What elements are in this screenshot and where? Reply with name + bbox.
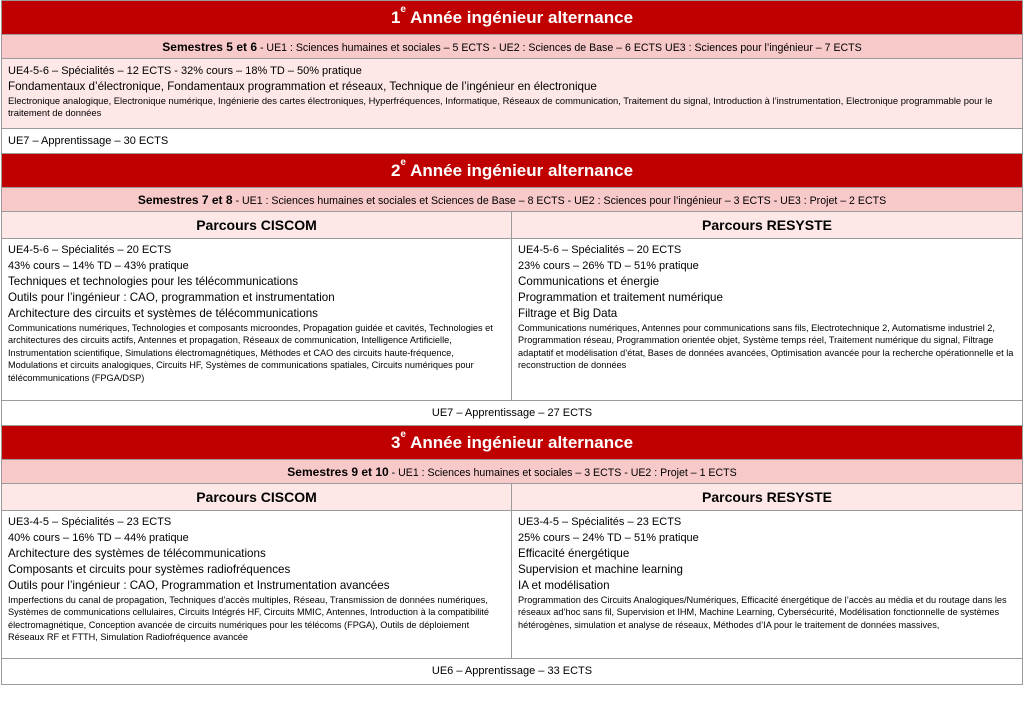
year2-resyste <box>512 212 1022 400</box>
year1-title-sup: e <box>400 4 406 15</box>
year2-semesters-label: Semestres 7 et 8 <box>137 193 233 207</box>
year1-specialites <box>2 59 1022 129</box>
curriculum-table <box>1 0 1023 685</box>
year2-resyste-courses: Communications numériques, Antennes pour communications sans fils, Electrotechnique 2, Automatisme industriel 2, Programmation réseau, Programmation orientée objet, Système temps réel, Traitement numérique du signal, Filtrage adaptatif et modélisation d’état, Bases de données avancées, Optimisation avancée pour la recherche opérationnelle et la reconstruction de données <box>518 323 1014 371</box>
year3-ciscom-l3: Architecture des systèmes de télécommunications <box>8 547 266 560</box>
year3-apprentissage: UE6 – Apprentissage – 33 ECTS <box>2 659 1022 684</box>
year3-resyste-l3: Efficacité énergétique <box>518 547 630 560</box>
year2-resyste-l2: 23% cours – 26% TD – 51% pratique <box>518 260 699 272</box>
year3-title-num: 3 <box>390 433 401 452</box>
year3-ciscom-l5: Outils pour l’ingénieur : CAO, Programmation et Instrumentation avancées <box>8 579 390 592</box>
year1-spec-courses: Electronique analogique, Electronique numérique, Ingénierie des cartes électroniques, Hyperfréquences, Informatique, Réseaux de communication, Traitement du signal, Introduction à l’instrumentation, Electronique programmable pour le traitement de données <box>8 95 993 119</box>
year3-resyste-l2: 25% cours – 24% TD – 51% pratique <box>518 532 699 544</box>
year3-ciscom-l4: Composants et circuits pour systèmes radiofréquences <box>8 563 291 576</box>
year3-resyste-l5: IA et modélisation <box>518 579 610 592</box>
year3-ciscom-l2: 40% cours – 16% TD – 44% pratique <box>8 532 189 544</box>
year2-title-sup: e <box>400 157 406 168</box>
year1-title-rest: Année ingénieur alternance <box>405 8 634 27</box>
year3-ciscom <box>2 484 512 658</box>
year2-title-rest: Année ingénieur alternance <box>405 161 634 180</box>
year3-resyste <box>512 484 1022 658</box>
year1-spec-line2: Fondamentaux d’électronique, Fondamentaux programmation et réseaux, Technique de l’ingénieur en électronique <box>8 80 597 93</box>
year3-title <box>2 426 1022 460</box>
year3-ciscom-courses: Imperfections du canal de propagation, Techniques d’accès multiples, Réseau, Transmission de données numériques, Systèmes de communications cellulaires, Circuits Intégrés HF, Circuits MMIC, Antennes, Introduction à la compatibilité électromagnétique, Conception avancée de circuits numériques pour les télécoms (FPGA), Outils de déploiement Réseaux RF et FTTH, Simulation Radiofréquence avancée <box>8 595 490 643</box>
year2-resyste-l5: Filtrage et Big Data <box>518 307 618 320</box>
year1-semesters <box>2 35 1022 59</box>
year3-semesters <box>2 460 1022 484</box>
year2-ciscom-courses: Communications numériques, Technologies et composants microondes, Propagation guidée et cavités, Technologies et architectures des circuits actifs, Antennes et propagation, Réseaux de communication, Intelligence Artificielle, Instrumentation scientifique, Simulations électromagnétiques, Méthodes et CAO des circuits haute-fréquence, Modulations et circuits analogiques, Circuits HF, Systèmes de communications spatiales, Circuits numériques pour télécommunications (FPGA/DSP) <box>8 323 493 383</box>
year2-ciscom-l5: Architecture des circuits et systèmes de télécommunications <box>8 307 318 320</box>
year3-semesters-label: Semestres 9 et 10 <box>287 465 389 479</box>
year2-ciscom-l3: Techniques et technologies pour les télécommunications <box>8 275 299 288</box>
year2-resyste-l3: Communications et énergie <box>518 275 660 288</box>
year1-semesters-text: - UE1 : Sciences humaines et sociales – 5 ECTS - UE2 : Sciences de Base – 6 ECTS UE3 : Sciences pour l’ingénieur – 7 ECTS <box>257 42 862 54</box>
year3-semesters-text: - UE1 : Sciences humaines et sociales – 3 ECTS - UE2 : Projet – 1 ECTS <box>388 467 737 479</box>
year3-title-rest: Année ingénieur alternance <box>405 433 634 452</box>
year3-title-sup: e <box>400 429 406 440</box>
year3-resyste-l4: Supervision et machine learning <box>518 563 683 576</box>
year1-apprentissage: UE7 – Apprentissage – 30 ECTS <box>2 129 1022 154</box>
year3-resyste-header: Parcours RESYSTE <box>512 484 1022 511</box>
year2-semesters-text: - UE1 : Sciences humaines et sociales et Sciences de Base – 8 ECTS - UE2 : Sciences pour l’ingénieur – 3 ECTS - UE3 : Projet – 2 ECTS <box>232 195 887 207</box>
year1-spec-line1: UE4-5-6 – Spécialités – 12 ECTS - 32% cours – 18% TD – 50% pratique <box>8 65 362 77</box>
year2-parcours <box>2 212 1022 401</box>
year2-ciscom-l1: UE4-5-6 – Spécialités – 20 ECTS <box>8 244 172 256</box>
year2-ciscom-l2: 43% cours – 14% TD – 43% pratique <box>8 260 189 272</box>
year3-ciscom-l1: UE3-4-5 – Spécialités – 23 ECTS <box>8 516 172 528</box>
year2-ciscom-l4: Outils pour l’ingénieur : CAO, programmation et instrumentation <box>8 291 335 304</box>
year1-title-num: 1 <box>390 8 401 27</box>
year3-ciscom-body <box>2 511 511 658</box>
year2-ciscom-body <box>2 239 511 400</box>
year3-resyste-l1: UE3-4-5 – Spécialités – 23 ECTS <box>518 516 682 528</box>
year2-semesters <box>2 188 1022 212</box>
year3-ciscom-header: Parcours CISCOM <box>2 484 511 511</box>
year2-ciscom <box>2 212 512 400</box>
year2-resyste-body <box>512 239 1022 400</box>
year3-parcours <box>2 484 1022 659</box>
year3-resyste-body <box>512 511 1022 658</box>
year1-semesters-label: Semestres 5 et 6 <box>162 40 257 54</box>
year1-title <box>2 1 1022 35</box>
year2-resyste-l4: Programmation et traitement numérique <box>518 291 723 304</box>
year2-apprentissage: UE7 – Apprentissage – 27 ECTS <box>2 401 1022 426</box>
year2-title-num: 2 <box>390 161 401 180</box>
year2-resyste-l1: UE4-5-6 – Spécialités – 20 ECTS <box>518 244 682 256</box>
year3-resyste-courses: Programmation des Circuits Analogiques/Numériques, Efficacité énergétique de l’accès au média et du routage dans les réseaux ad’hoc sans fil, Supervision et IHM, Machine Learning, Cybersécurité, Modélisation fonctionnelle de systèmes hétérogènes, simulation et analyse de réseaux, Méthodes d’IA pour le traitement de données massives, <box>518 595 1007 630</box>
year2-title <box>2 154 1022 188</box>
year2-ciscom-header: Parcours CISCOM <box>2 212 511 239</box>
year2-resyste-header: Parcours RESYSTE <box>512 212 1022 239</box>
